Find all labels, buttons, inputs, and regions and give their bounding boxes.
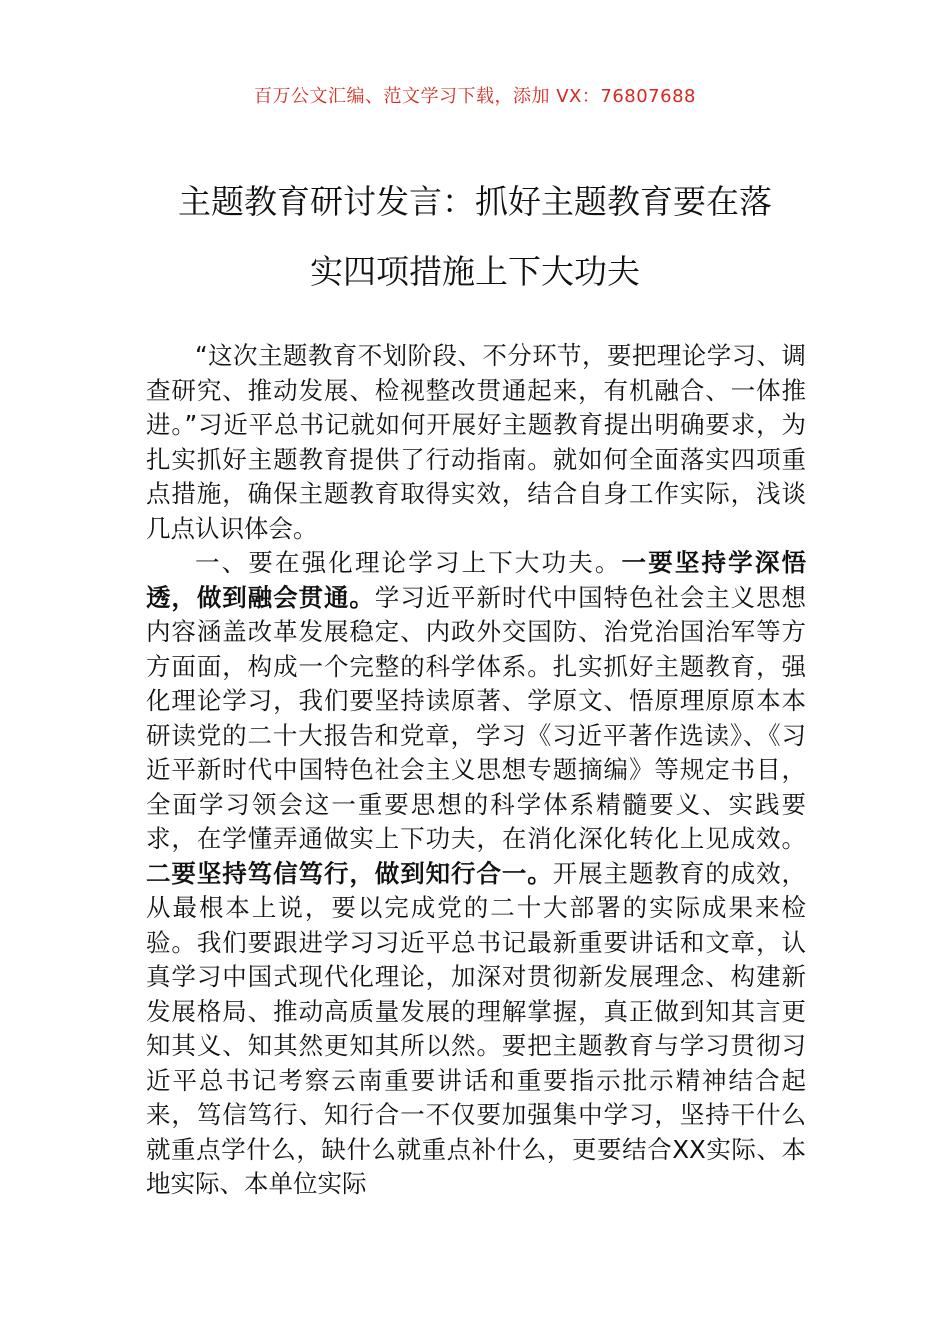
point-1-heading: 一要坚持学深悟透，做到融会贯通。 — [146, 548, 807, 612]
section-1-heading: 一、要在强化理论学习上下大功夫。 — [195, 548, 622, 577]
document-body — [146, 339, 806, 1202]
section-1-paragraph — [146, 546, 806, 1202]
document-title-line-1: 主题教育研讨发言：抓好主题教育要在落 — [178, 182, 772, 221]
watermark-text: 百万公文汇编、范文学习下载，添加 VX：76807688 — [254, 86, 696, 107]
intro-paragraph: “这次主题教育不划阶段、不分环节，要把理论学习、调查研究、推动发展、检视整改贯通起来，有机融合、一体推进。”习近平总书记就如何开展好主题教育提出明确要求，为扎实抓好主题教育提供了行动指南。就如何全面落实四项重点措施，确保主题教育取得实效，结合自身工作实际，浅谈几点认识体会。 — [146, 341, 806, 543]
point-2-heading: 二要坚持笃信笃行，做到知行合一。 — [146, 858, 553, 888]
point-1-text: 学习近平新时代中国特色社会主义思想内容涵盖改革发展稳定、内政外交国防、治党治国治军等方方面面，构成一个完整的科学体系。扎实抓好主题教育，强化理论学习，我们要坚持读原著、学原文、悟原理原原本本研读党的二十大报告和党章，学习《习近平著作选读》、《习近平新时代中国特色社会主义思想专题摘编》等规定书目，全面学习领会这一重要思想的科学体系精髓要义、实践要求，在学懂弄通做实上下功夫，在消化深化转化上见成效。 — [146, 582, 806, 853]
point-2-text: 开展主题教育的成效，从最根本上说，要以完成党的二十大部署的实际成果来检验。我们要跟进学习习近平总书记最新重要讲话和文章，认真学习中国式现代化理论，加深对贯彻新发展理念、构建新发展格局、推动高质量发展的理解掌握，真正做到知其言更知其义、知其然更知其所以然。要把主题教育与学习贯彻习近平总书记考察云南重要讲话和重要指示批示精神结合起来，笃信笃行、知行合一不仅要加强集中学习，坚持干什么就重点学什么，缺什么就重点补什么，更要结合XX实际、本地实际、本单位实际 — [146, 858, 806, 1198]
document-title-line-2: 实四项措施上下大功夫 — [310, 252, 640, 291]
